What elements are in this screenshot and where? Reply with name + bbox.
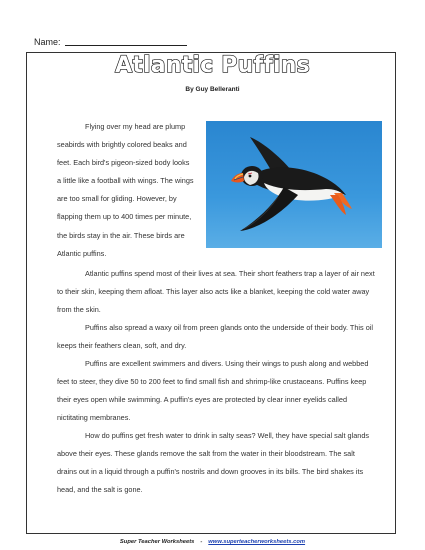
paragraph-1: Flying over my head are plump seabirds with brightly colored beaks and feet. Each bird's pigeon-sized body looks a little like a football with wings. The wings are too small for gliding. However, by flapping them up to 400 times per minute, the birds stay in the air. These birds are Atlantic puffins. [57,122,194,258]
name-line [34,37,187,47]
footer-separator: - [200,539,203,545]
puffin-photo [206,121,382,248]
article-title: Atlantic Puffins [115,53,310,78]
paragraph-2: Atlantic puffins spend most of their lives at sea. Their short feathers trap a layer of air next to their skin, keeping them afloat. This layer also acts like a blanket, keeping the cold water away from the skin. [57,269,375,315]
footer [0,539,425,545]
paragraph-3: Puffins also spread a waxy oil from preen glands onto the underside of their body. This oil keeps their feathers clean, soft, and dry. [57,323,373,351]
paragraph-4: Puffins are excellent swimmers and divers. Using their wings to push along and webbed feet to steer, they dive 50 to 200 feet to find small fish and shrimp-like crustaceans. Puffins keep their eyes open while swimming. A puffin's eyes are protected by clear inner eyelids called nictitating membranes. [57,359,369,423]
name-label: Name: [34,37,61,47]
footer-brand: Super Teacher Worksheets [119,539,195,545]
footer-link[interactable]: www.superteacherworksheets.com [208,539,306,545]
paragraph-5: How do puffins get fresh water to drink in salty seas? Well, they have special salt glands above their eyes. These glands remove the salt from the water in their bloodstream. The salt drains out in a liquid through a puffin's nostrils and down grooves in its bills. The bird shakes its head, and the salt is gone. [57,431,370,495]
name-field[interactable] [65,45,187,46]
article-byline: By Guy Belleranti [185,86,240,93]
